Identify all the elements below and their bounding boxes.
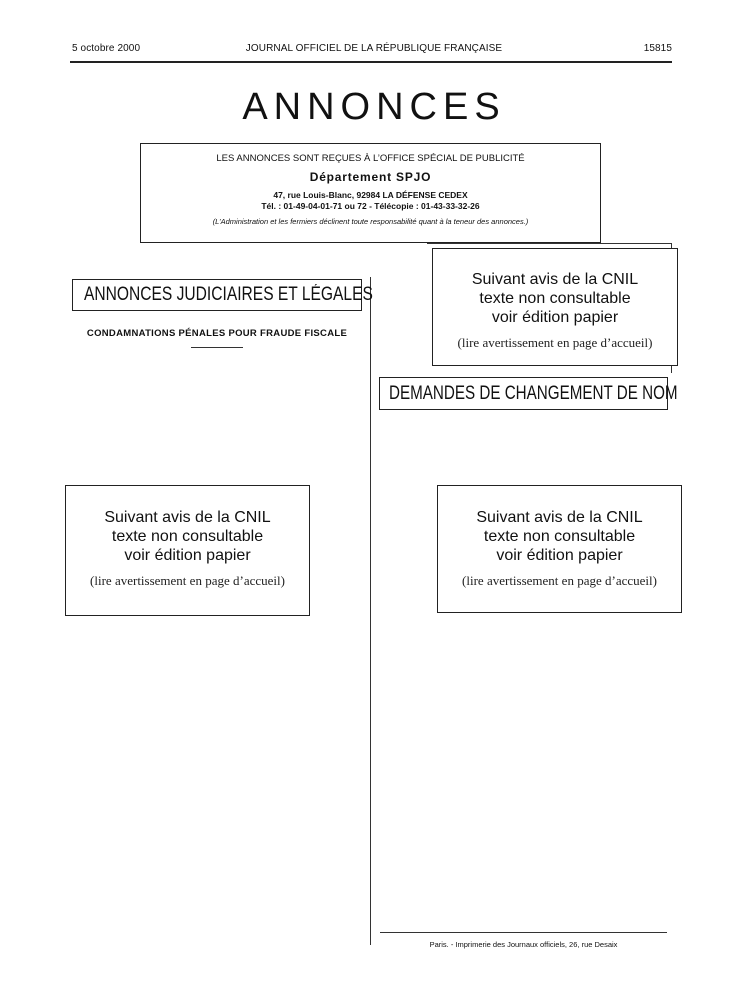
- notice-line2: texte non consultable: [479, 290, 631, 307]
- notice-line2: texte non consultable: [111, 528, 264, 545]
- subheading-rule: [191, 347, 243, 348]
- notice-line1: Suivant avis de la CNIL: [476, 509, 643, 526]
- header-journal-title: JOURNAL OFFICIEL DE LA RÉPUBLIQUE FRANÇAISE: [245, 43, 503, 54]
- notice-note: (lire avertissement en page d’accueil): [457, 335, 653, 350]
- header-rule: [70, 61, 672, 63]
- contact-phone: Tél. : 01-49-04-01-71 ou 72 - Télécopie : 01-43-33-32-26: [261, 201, 480, 211]
- contact-address: 47, rue Louis-Blanc, 92984 LA DÉFENSE CEDEX: [273, 190, 468, 200]
- notice-note: (lire avertissement en page d’accueil): [462, 573, 657, 588]
- contact-disclaimer: (L’Administration et les fermiers déclinent toute responsabilité quant à la teneur des annonces.): [212, 217, 529, 226]
- notice-box-right: [437, 485, 682, 613]
- notice-box-left: [65, 485, 310, 616]
- section-changement-de-nom-label: DEMANDES DE CHANGEMENT DE NOM: [389, 383, 678, 404]
- section-annonces-judiciaires-label: ANNONCES JUDICIAIRES ET LÉGALES: [84, 284, 373, 305]
- header-date: 5 octobre 2000: [72, 43, 141, 54]
- header-page-number: 15815: [643, 43, 672, 54]
- notice-line3: voir édition papier: [491, 309, 619, 326]
- notice-line3: voir édition papier: [124, 547, 251, 564]
- section-annonces-judiciaires: [72, 279, 373, 311]
- notice-box-top-right: [432, 248, 678, 366]
- column-divider: [370, 277, 371, 945]
- page-title: ANNONCES: [242, 86, 506, 128]
- footer-imprint: Paris. - Imprimerie des Journaux officiels, 26, rue Desaix: [429, 940, 618, 949]
- notice-line1: Suivant avis de la CNIL: [471, 271, 639, 288]
- footer-rule: [380, 932, 667, 933]
- notice-line1: Suivant avis de la CNIL: [104, 509, 271, 526]
- contact-department: Département SPJO: [309, 170, 432, 184]
- section-changement-de-nom: [379, 377, 678, 410]
- notice-line2: texte non consultable: [483, 528, 636, 545]
- notice-note: (lire avertissement en page d’accueil): [90, 573, 285, 588]
- notice-line3: voir édition papier: [496, 547, 623, 564]
- subheading-condamnations: CONDAMNATIONS PÉNALES POUR FRAUDE FISCALE: [86, 328, 348, 339]
- contact-intro: LES ANNONCES SONT REÇUES À L’OFFICE SPÉCIAL DE PUBLICITÉ: [216, 153, 525, 164]
- contact-box: [140, 143, 601, 243]
